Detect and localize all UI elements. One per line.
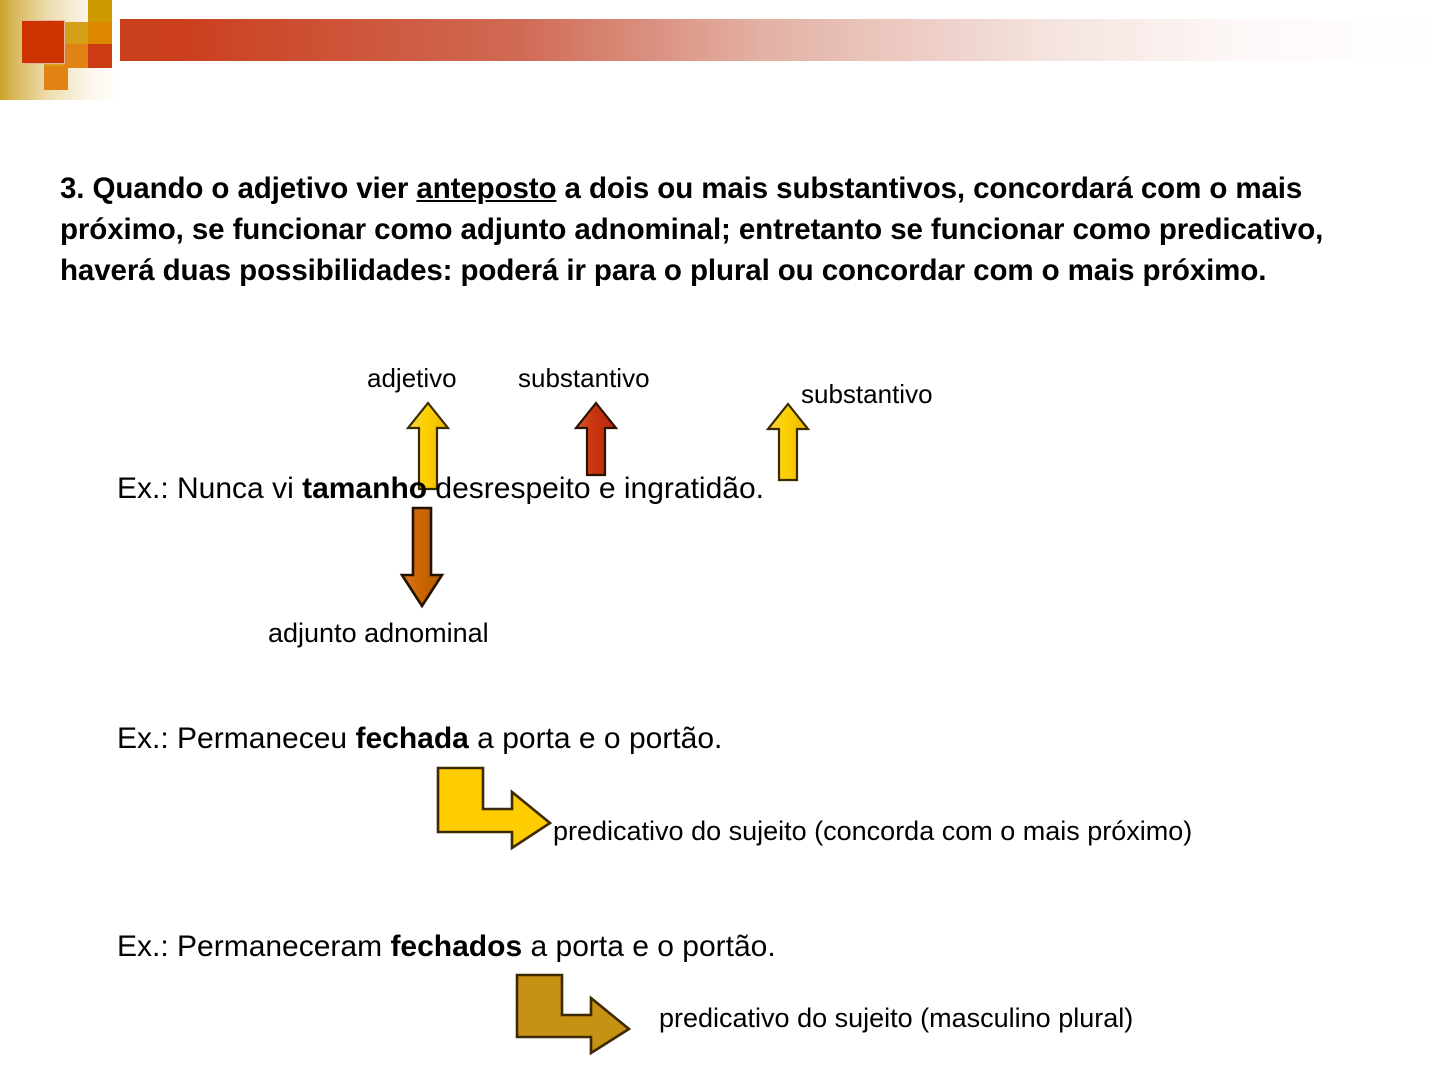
up-arrow-substantivo-1-icon [573,400,619,478]
example-2-suffix: a porta e o portão. [468,722,723,755]
label-substantivo-1: substantivo [518,363,650,393]
example-line-2 [117,722,722,756]
header-gradient-bar [0,19,1440,61]
example-2-prefix: Ex.: Permaneceu [117,722,356,755]
decor-square-orange-upper [88,22,112,46]
example-2-bold: fechada [355,722,469,755]
heading-number: 3. [60,172,85,205]
heading-part-1: Quando o adjetivo vier [84,172,417,205]
down-arrow-adjunto-adnominal-icon [398,505,446,610]
example-1-prefix: Ex.: Nunca vi [117,472,303,505]
caption-predicativo-plural: predicativo do sujeito (masculino plural) [659,1003,1134,1033]
slide-heading [60,168,1390,291]
label-substantivo-2: substantivo [801,379,933,409]
elbow-arrow-predicativo-plural-icon [513,972,633,1056]
up-arrow-substantivo-2-icon [765,401,811,483]
caption-predicativo-proximo: predicativo do sujeito (concorda com o mais próximo) [553,816,1193,846]
heading-part-2: a dois ou mais substantivos, concordará com o mais próximo, se funcionar como adjunto adnominal; entretanto se funcionar como predicativo, haverá duas possibilidades: poderá ir para o plural ou concordar com o mais próximo. [60,172,1324,287]
caption-adjunto-adnominal: adjunto adnominal [268,618,489,648]
example-line-3 [117,930,776,964]
example-3-bold: fechados [390,930,523,963]
decor-square-red-large [22,21,64,63]
elbow-arrow-predicativo-proximo-icon [434,765,554,851]
example-3-suffix: a porta e o portão. [522,930,776,963]
header-decoration [0,0,1440,100]
decor-square-red-small [88,44,112,68]
example-1-suffix: desrespeito e ingratidão. [427,472,764,505]
decor-square-orange-bottom [44,66,68,90]
example-line-1 [117,472,764,506]
example-1-bold: tamanho [302,472,428,505]
example-3-prefix: Ex.: Permaneceram [117,930,391,963]
heading-underlined-term: anteposto [416,172,557,205]
label-adjetivo: adjetivo [367,363,457,393]
decor-square-orange-mid [64,44,88,68]
